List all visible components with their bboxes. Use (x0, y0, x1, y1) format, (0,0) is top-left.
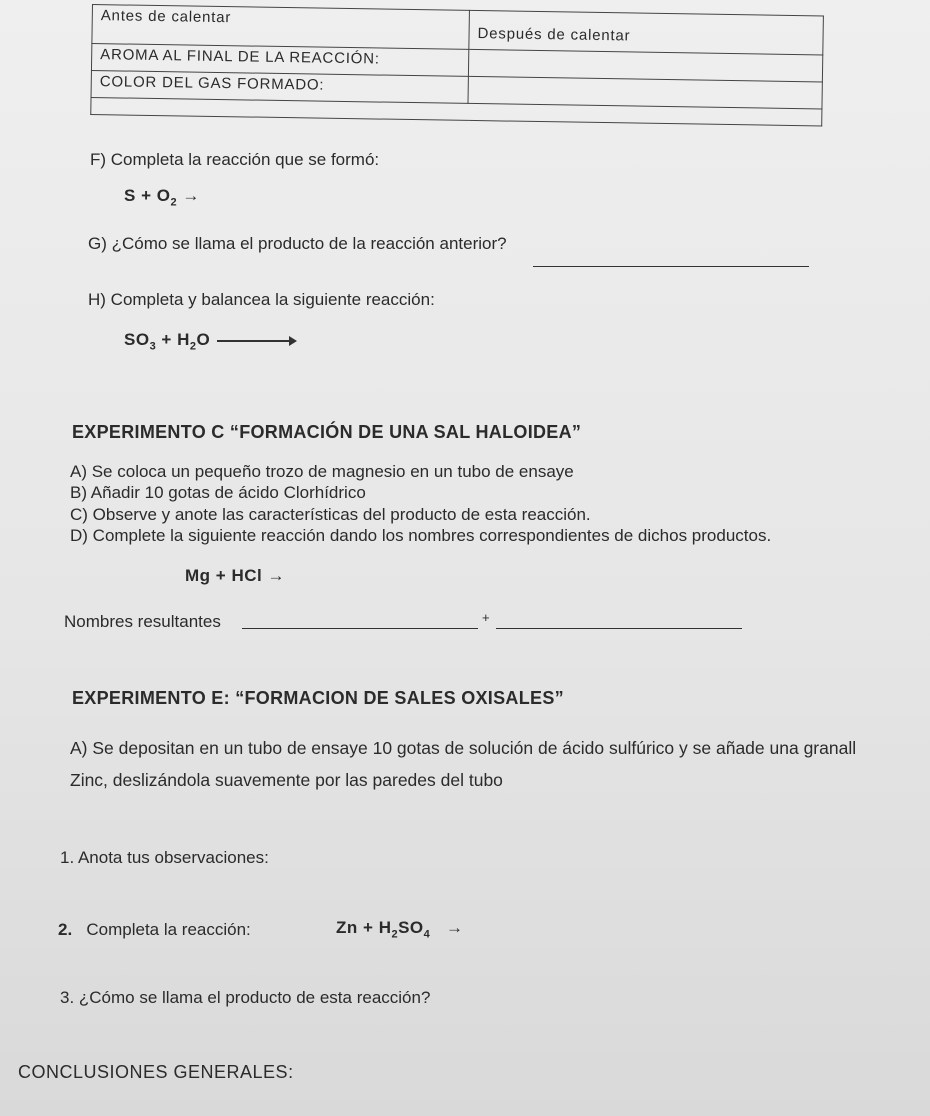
formula-so-sub: 3 (149, 340, 157, 353)
answer-blank-name-1[interactable] (242, 612, 478, 629)
long-arrow-icon (217, 340, 295, 342)
table-header-before: Antes de calentar (92, 5, 470, 50)
formula-h (124, 330, 295, 352)
formula-f (124, 186, 200, 208)
question-2 (58, 920, 251, 940)
formula-plus: + (161, 330, 172, 349)
prompt-f: F) Completa la reacción que se formó: (90, 150, 380, 169)
formula-so: SO (398, 918, 424, 937)
formula-c (185, 566, 285, 586)
formula-so-sub: 4 (423, 928, 431, 941)
names-label: Nombres resultantes (64, 612, 221, 631)
arrow-icon: → (445, 918, 464, 937)
question-2-number: 2. (58, 920, 73, 939)
prompt-h: H) Completa y balancea la siguiente reacción: (88, 290, 435, 309)
question-1: 1. Anota tus observaciones: (60, 848, 269, 867)
step-d: D) Complete la siguiente reacción dando los nombres correspondientes de dichos productos. (70, 526, 772, 545)
formula-h: H (177, 330, 190, 349)
experiment-e-title: EXPERIMENTO E: “FORMACION DE SALES OXISALES” (72, 688, 564, 708)
step-c: C) Observe y anote las características del producto de esta reacción. (70, 505, 591, 524)
formula-plus: + (215, 566, 227, 585)
experiment-e-paragraph-line-1: A) Se depositan en un tubo de ensaye 10 gotas de solución de ácido sulfúrico y se añade una granall (70, 738, 857, 758)
question-3: 3. ¿Cómo se llama el producto de esta reacción? (60, 988, 431, 1007)
formula-hcl: HCl (231, 566, 263, 585)
arrow-icon: → (182, 186, 200, 205)
step-b: B) Añadir 10 gotas de ácido Clorhídrico (70, 483, 366, 502)
formula-h: H (378, 918, 392, 937)
question-2-text: Completa la reacción: (86, 920, 251, 939)
table-row-aroma: AROMA AL FINAL DE LA REACCIÓN: (91, 44, 468, 77)
formula-h-sub: 2 (391, 928, 399, 941)
observation-table (90, 4, 824, 126)
names-plus: + (482, 610, 490, 625)
formula-plus: + (141, 186, 152, 205)
step-a: A) Se coloca un pequeño trozo de magnesio en un tubo de ensaye (70, 462, 574, 481)
formula-o: O (196, 330, 211, 349)
formula-h-sub: 2 (189, 340, 197, 353)
formula-zn: Zn (336, 918, 358, 937)
answer-blank-name-2[interactable] (496, 612, 742, 629)
prompt-g: G) ¿Cómo se llama el producto de la reacción anterior? (88, 234, 507, 253)
table-header-after: Después de calentar (469, 10, 824, 55)
formula-e (336, 918, 463, 940)
table-row-color: COLOR DEL GAS FORMADO: (91, 70, 468, 103)
formula-s: S (124, 186, 136, 205)
arrow-icon: → (267, 566, 285, 585)
answer-blank-g[interactable] (533, 250, 809, 267)
formula-so: SO (124, 330, 150, 349)
formula-mg: Mg (185, 566, 211, 585)
experiment-c-title: EXPERIMENTO C “FORMACIÓN DE UNA SAL HALOIDEA” (72, 422, 582, 442)
conclusions-title: CONCLUSIONES GENERALES: (18, 1062, 294, 1082)
formula-plus: + (363, 918, 374, 937)
formula-o-sub: 2 (170, 196, 178, 209)
formula-o: O (156, 186, 171, 205)
experiment-e-paragraph-line-2: Zinc, deslizándola suavemente por las paredes del tubo (70, 770, 503, 790)
